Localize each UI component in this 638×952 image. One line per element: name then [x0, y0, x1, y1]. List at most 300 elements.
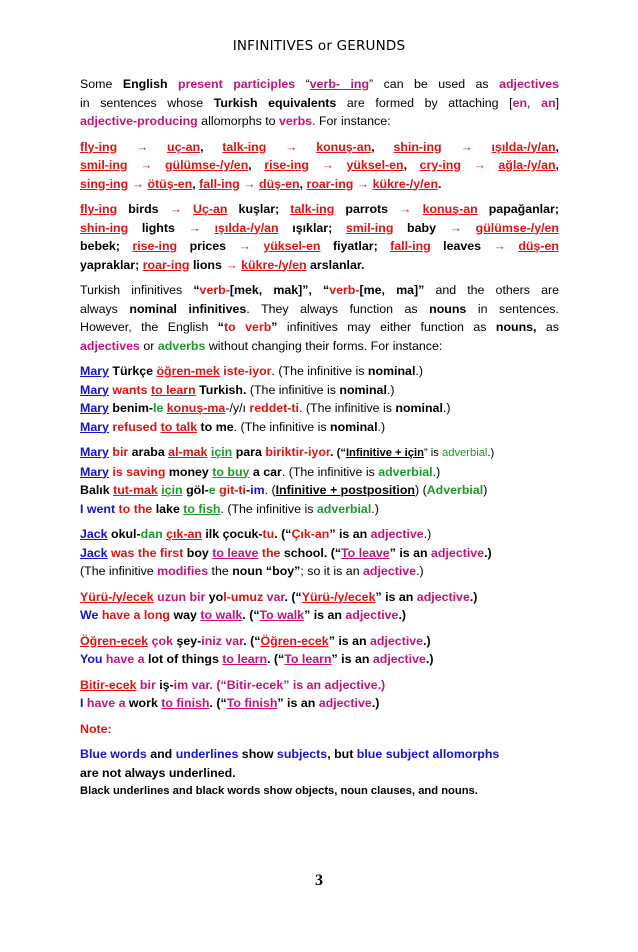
text: me	[215, 419, 234, 434]
text: .)	[371, 696, 380, 710]
term-modifies: modifies	[157, 564, 209, 578]
infinitive: To finish	[226, 696, 278, 710]
term-infinitive-icin: Infinitive + için	[345, 447, 424, 459]
word: kükre-/y/en	[241, 257, 307, 272]
text: birds	[117, 202, 170, 216]
infinitive: to buy	[212, 464, 250, 479]
subject-suffix: im	[250, 483, 265, 497]
text: and	[146, 747, 176, 761]
infinitive: to learn	[222, 652, 268, 666]
word: ötüş-en	[147, 176, 193, 191]
walk-line-1	[80, 588, 559, 607]
word: smil-ing	[345, 220, 394, 235]
text: .)	[423, 527, 432, 541]
term-adjective: adjective	[370, 633, 424, 648]
verb: Öğren-ecek	[260, 633, 329, 648]
word: talk-ing	[290, 202, 335, 216]
text: ” can be used as	[369, 77, 500, 91]
finish-line-2	[80, 694, 559, 713]
text: . (The infinitive is	[271, 364, 368, 378]
text: ” is an	[329, 527, 371, 541]
text: lights	[128, 220, 189, 235]
verb: çık-an	[166, 527, 202, 541]
text: (The infinitive is	[246, 382, 340, 397]
text: a car	[249, 464, 282, 479]
suffix: dan	[140, 527, 163, 541]
text: . (The infinitive is	[233, 419, 331, 434]
text: .)	[432, 464, 441, 479]
verb: have a	[83, 696, 129, 710]
word: ağla-/y/an	[498, 158, 556, 172]
text: (The infinitive	[80, 564, 158, 578]
term-adverbial: adverbial	[316, 501, 372, 516]
text: . (“	[274, 527, 292, 541]
text: ]	[555, 95, 560, 110]
text: . (“	[209, 677, 227, 692]
verb: Yürü-/y/ecek	[301, 589, 376, 604]
term-verbs: verbs	[279, 114, 313, 128]
arrow: →	[460, 158, 499, 172]
term-adverbial: adverbial	[378, 464, 433, 479]
text: benim-	[108, 401, 153, 415]
word: rise-ing	[264, 158, 310, 172]
text: baby	[393, 220, 450, 235]
word: rise-ing	[132, 239, 178, 253]
text: -	[245, 483, 251, 497]
text: fiyatlar;	[320, 239, 391, 253]
suffix: im	[173, 677, 189, 692]
subject: You	[80, 652, 103, 666]
term-noun-boy: noun “boy”	[232, 564, 301, 578]
note-line-1	[80, 745, 559, 764]
verb: wants	[108, 382, 151, 397]
term-nouns: nouns,	[495, 320, 537, 334]
text: . (	[264, 483, 276, 497]
term-present-participles: present participles	[167, 77, 296, 91]
word: düş-en	[518, 239, 559, 253]
suffix: tu	[262, 527, 275, 541]
text: .)	[487, 447, 495, 459]
verb: is saving	[108, 464, 169, 479]
nominal-line-2	[80, 381, 559, 400]
word: Uç-an	[193, 202, 228, 216]
text: .)	[423, 633, 431, 648]
text: bir	[136, 677, 160, 692]
verb: reddet-ti	[249, 401, 299, 415]
verb: Bitir-ecek	[226, 677, 284, 692]
subject: I	[80, 696, 84, 710]
learn-line-1	[80, 632, 559, 651]
note-line-2: are not always underlined.	[80, 765, 236, 780]
verb: Öğren-ecek	[80, 633, 149, 648]
verb: refused	[108, 419, 161, 434]
subject: Mary	[80, 464, 109, 479]
arrow: →	[399, 202, 423, 216]
intro-line-1	[80, 75, 559, 94]
infinitive-paragraph	[80, 281, 559, 355]
intro-line-3	[80, 112, 559, 131]
text: . For instance:	[312, 114, 391, 128]
jack-line-2	[80, 544, 559, 563]
text: . (“	[209, 696, 227, 710]
text: . (“	[242, 608, 260, 622]
term-to-verb: to verb	[223, 320, 272, 334]
text: göl-	[182, 483, 209, 497]
subject: We	[80, 608, 99, 622]
text: lot of things	[147, 652, 223, 666]
text: iş-	[159, 677, 174, 692]
inf-line-1	[80, 281, 559, 300]
adverbial-line-4	[80, 500, 559, 519]
subject: Jack	[80, 545, 108, 560]
word: roar-ing	[142, 257, 190, 272]
text: var	[188, 677, 210, 692]
term-adverbs: adverbs	[157, 338, 206, 353]
text: var	[263, 589, 285, 604]
inf-line-3	[80, 318, 559, 337]
word: konuş-an	[316, 139, 372, 154]
text: para	[232, 445, 266, 459]
word: fly-ing	[80, 202, 118, 216]
phrase-examples	[80, 200, 559, 274]
text: prices	[177, 239, 239, 253]
text: .)	[425, 652, 434, 666]
subject: I went	[80, 501, 116, 516]
infinitive: To learn	[284, 652, 332, 666]
nominal-line-3	[80, 399, 559, 418]
verb: biriktir-iyor	[265, 445, 331, 459]
text: yapraklar;	[80, 257, 143, 272]
text: arslanlar.	[306, 257, 365, 272]
page-content	[80, 75, 559, 808]
text: ,	[527, 95, 542, 110]
infinitive: to finish	[161, 696, 210, 710]
text: Turkish infinitives	[80, 283, 194, 297]
word: fall-ing	[390, 239, 431, 253]
subject: Mary	[80, 364, 109, 378]
infinitive: To walk	[259, 608, 305, 622]
text: Blue words	[80, 747, 147, 761]
word: gülümse-/y/en	[475, 220, 559, 235]
text: school. (“	[280, 545, 342, 560]
text: “	[217, 320, 224, 334]
finish-line-1	[80, 676, 559, 695]
term-nominal: nominal	[395, 401, 443, 415]
text: work	[128, 696, 162, 710]
jack-line-3	[80, 562, 559, 581]
term-adverbial: adverbial	[442, 447, 488, 459]
word: yüksel-en	[263, 239, 321, 253]
text: papağanlar;	[477, 202, 559, 216]
arrow: →	[225, 257, 242, 272]
term-adjectives: adjectives	[499, 77, 559, 91]
text: ”	[271, 320, 278, 334]
suffix-an: an	[541, 95, 556, 110]
text: .	[330, 445, 334, 459]
jack-line-1	[80, 525, 559, 544]
text: .)	[398, 608, 407, 622]
text: and the others are	[424, 283, 560, 297]
text: bir	[108, 445, 129, 459]
adjective-examples-finish	[80, 676, 559, 713]
word: kükre-/y/en	[372, 176, 439, 191]
text: ilk	[201, 527, 223, 541]
walk-line-2	[80, 606, 559, 625]
term-nominal: nominal	[367, 364, 416, 378]
nominal-line-4	[80, 418, 559, 437]
text: blue subject allomorphs	[356, 747, 500, 761]
word: roar-ing	[306, 176, 354, 191]
verb: git-ti	[219, 483, 246, 497]
text: çok	[148, 633, 177, 648]
phrase-line-3	[80, 237, 559, 256]
term-nominal: nominal	[330, 419, 378, 434]
term-adjective-producing: adjective-producing	[80, 114, 198, 128]
infinitive: to leave	[212, 545, 259, 560]
word: fall-ing	[199, 176, 240, 191]
text: . (“	[267, 652, 285, 666]
arrow: →	[239, 176, 259, 191]
word: uç-an	[167, 139, 201, 154]
text: .)	[442, 401, 451, 415]
text: )	[483, 483, 488, 497]
arrow: →	[449, 220, 476, 235]
subject: Mary	[80, 401, 109, 415]
nominal-examples	[80, 362, 559, 436]
verb: konuş-ma	[166, 401, 226, 415]
text: .)	[415, 364, 423, 378]
term-verb: verb-	[199, 283, 230, 297]
intro-line-2	[80, 94, 559, 113]
word: ışılda-/y/an	[214, 220, 279, 235]
text: [mek, mak]”, “	[229, 283, 330, 297]
text: lake	[155, 501, 184, 516]
participle-examples	[80, 138, 559, 194]
postposition: için	[161, 483, 183, 497]
text: bebek;	[80, 239, 133, 253]
term-adjective: adjective	[324, 677, 378, 692]
page-title: INFINITIVES or GERUNDS	[232, 38, 406, 54]
text: uzun bir	[153, 589, 209, 604]
subject: Mary	[80, 419, 109, 434]
term-turkish-equivalents: Turkish equivalents	[213, 95, 337, 110]
text: ,	[200, 139, 223, 154]
word: yüksel-en	[346, 158, 404, 172]
term-infinitive-postposition: Infinitive + postposition	[275, 483, 416, 497]
text: ,	[248, 158, 265, 172]
infinitive: to walk	[200, 608, 243, 622]
text: ,	[403, 158, 420, 172]
arrow: →	[117, 139, 168, 154]
adverbial-line-1	[80, 443, 559, 463]
text: boy	[183, 545, 213, 560]
text: “	[193, 283, 200, 297]
arrow: →	[309, 158, 347, 172]
text: Türkçe	[108, 364, 157, 378]
infinitive: to learn	[150, 382, 196, 397]
text: leaves	[430, 239, 494, 253]
arrow: →	[353, 176, 373, 191]
text: -/y/ı	[225, 401, 250, 415]
text: lions	[189, 257, 226, 272]
verb: was the first	[107, 545, 184, 560]
examples-line-1	[80, 138, 559, 157]
text: . (The infinitive is	[298, 401, 396, 415]
term-adjective: adjective	[416, 589, 470, 604]
term-adjective: adjective	[318, 696, 372, 710]
verb: al-mak	[168, 445, 208, 459]
text: ışıklar;	[278, 220, 346, 235]
adjective-examples-learn	[80, 632, 559, 669]
text: çocuk-	[222, 527, 263, 541]
text: araba	[128, 445, 169, 459]
text: However, the English	[80, 320, 218, 334]
term-adjective: adjective	[431, 545, 485, 560]
text: .)	[386, 382, 395, 397]
subject: Mary	[80, 382, 109, 397]
adverbial-examples	[80, 443, 559, 518]
term-verb: verb-	[329, 283, 360, 297]
text: in sentences whose	[80, 95, 214, 110]
word: sing-ing	[80, 176, 129, 191]
text: [me, ma]”	[359, 283, 425, 297]
phrase-line-4	[80, 256, 559, 275]
text: Some	[80, 77, 123, 91]
page-number: 3	[315, 872, 323, 889]
suffix: le	[153, 401, 167, 415]
suffix: iniz	[201, 633, 222, 648]
phrase-line-2	[80, 219, 559, 238]
adverbial-line-3	[80, 481, 559, 500]
verb: have a	[102, 652, 148, 666]
text: show	[238, 747, 277, 761]
nominal-line-1	[80, 362, 559, 381]
text: ” is an	[304, 608, 346, 622]
text: .)	[377, 419, 386, 434]
text: ” is an	[277, 696, 319, 710]
word: düş-en	[259, 176, 300, 191]
text: kuşlar;	[227, 202, 291, 216]
text: . (The infinitive is	[220, 501, 317, 516]
verb: iste-iyor	[223, 364, 272, 378]
inf-line-4	[80, 337, 559, 356]
arrow: →	[493, 239, 519, 253]
arrow: →	[266, 139, 317, 154]
text: ,	[555, 139, 559, 154]
arrow: →	[169, 202, 194, 216]
text: l-	[223, 589, 231, 604]
text: yo	[208, 589, 224, 604]
adjective-examples-jack	[80, 525, 559, 581]
subject: Mary	[80, 445, 109, 459]
text: . (“	[243, 633, 261, 648]
phrase-line-1	[80, 200, 559, 219]
text: parrots	[334, 202, 400, 216]
suffix: e	[208, 483, 216, 497]
text: the	[258, 545, 281, 560]
term-adverbial: Adverbial	[426, 483, 484, 497]
text: ” is an	[328, 633, 371, 648]
text: şey-	[176, 633, 202, 648]
text: .	[438, 176, 442, 191]
term-nominal-infinitives: nominal infinitives	[129, 301, 247, 316]
examples-line-2	[80, 156, 559, 175]
text: (“	[333, 447, 346, 459]
word: shin-ing	[80, 220, 129, 235]
text: without changing their forms. For instance:	[205, 338, 443, 353]
word: konuş-an	[422, 202, 478, 216]
text: to	[197, 419, 216, 434]
term-verb-ing: verb- ing	[309, 77, 370, 91]
text: okul-	[107, 527, 141, 541]
text: or	[139, 338, 158, 353]
text: way	[173, 608, 201, 622]
subject: Jack	[80, 527, 108, 541]
text: ; so it is an	[300, 564, 364, 578]
term-adjectives: adjectives	[80, 338, 140, 353]
text: . (The infinitive is	[281, 464, 379, 479]
text: ” is	[423, 447, 442, 459]
arrow: →	[441, 139, 492, 154]
word: shin-ing	[393, 139, 442, 154]
text: .)	[469, 589, 478, 604]
verb: Bitir-ecek	[80, 677, 137, 692]
text: as	[536, 320, 559, 334]
text: Turkish.	[195, 382, 247, 397]
text: .)	[484, 545, 492, 560]
term-adjective: adjective	[363, 564, 417, 578]
arrow: →	[238, 239, 264, 253]
text: . They always function as	[246, 301, 430, 316]
learn-line-2	[80, 650, 559, 669]
text: the	[208, 564, 233, 578]
text: ” is an	[283, 677, 325, 692]
text: money	[168, 464, 213, 479]
text: always	[80, 301, 130, 316]
adjective-examples-walk	[80, 588, 559, 625]
verb: Çık-an	[291, 527, 330, 541]
text: ,	[371, 139, 394, 154]
infinitive: to fish	[183, 501, 221, 516]
term-adjective: adjective	[372, 652, 426, 666]
term-nouns: nouns	[429, 301, 467, 316]
term-adjective: adjective	[345, 608, 399, 622]
term-nominal: nominal	[339, 382, 387, 397]
examples-line-3	[80, 175, 559, 194]
arrow: →	[128, 176, 148, 191]
text: .)	[377, 677, 386, 692]
word: ışılda-/y/an	[491, 139, 556, 154]
text: .)	[416, 564, 424, 578]
text: are formed by attaching [	[336, 95, 513, 110]
text: ,	[192, 176, 200, 191]
infinitive: To leave	[341, 545, 390, 560]
verb: tut-mak	[113, 483, 158, 497]
word: smil-ing	[80, 158, 128, 172]
intro-paragraph	[80, 75, 559, 131]
text: ,	[555, 158, 559, 172]
note-line-3: Black underlines and black words show objects, noun clauses, and nouns.	[80, 785, 478, 797]
text: in sentences.	[466, 301, 559, 316]
text: infinitives may either function as	[277, 320, 496, 334]
arrow: →	[127, 158, 165, 172]
verb: öğren-mek	[156, 364, 220, 378]
text: ” is an	[375, 589, 417, 604]
word: talk-ing	[222, 139, 267, 154]
text: ” is an	[389, 545, 432, 560]
text: .)	[371, 501, 379, 516]
word: gülümse-/y/en	[164, 158, 249, 172]
